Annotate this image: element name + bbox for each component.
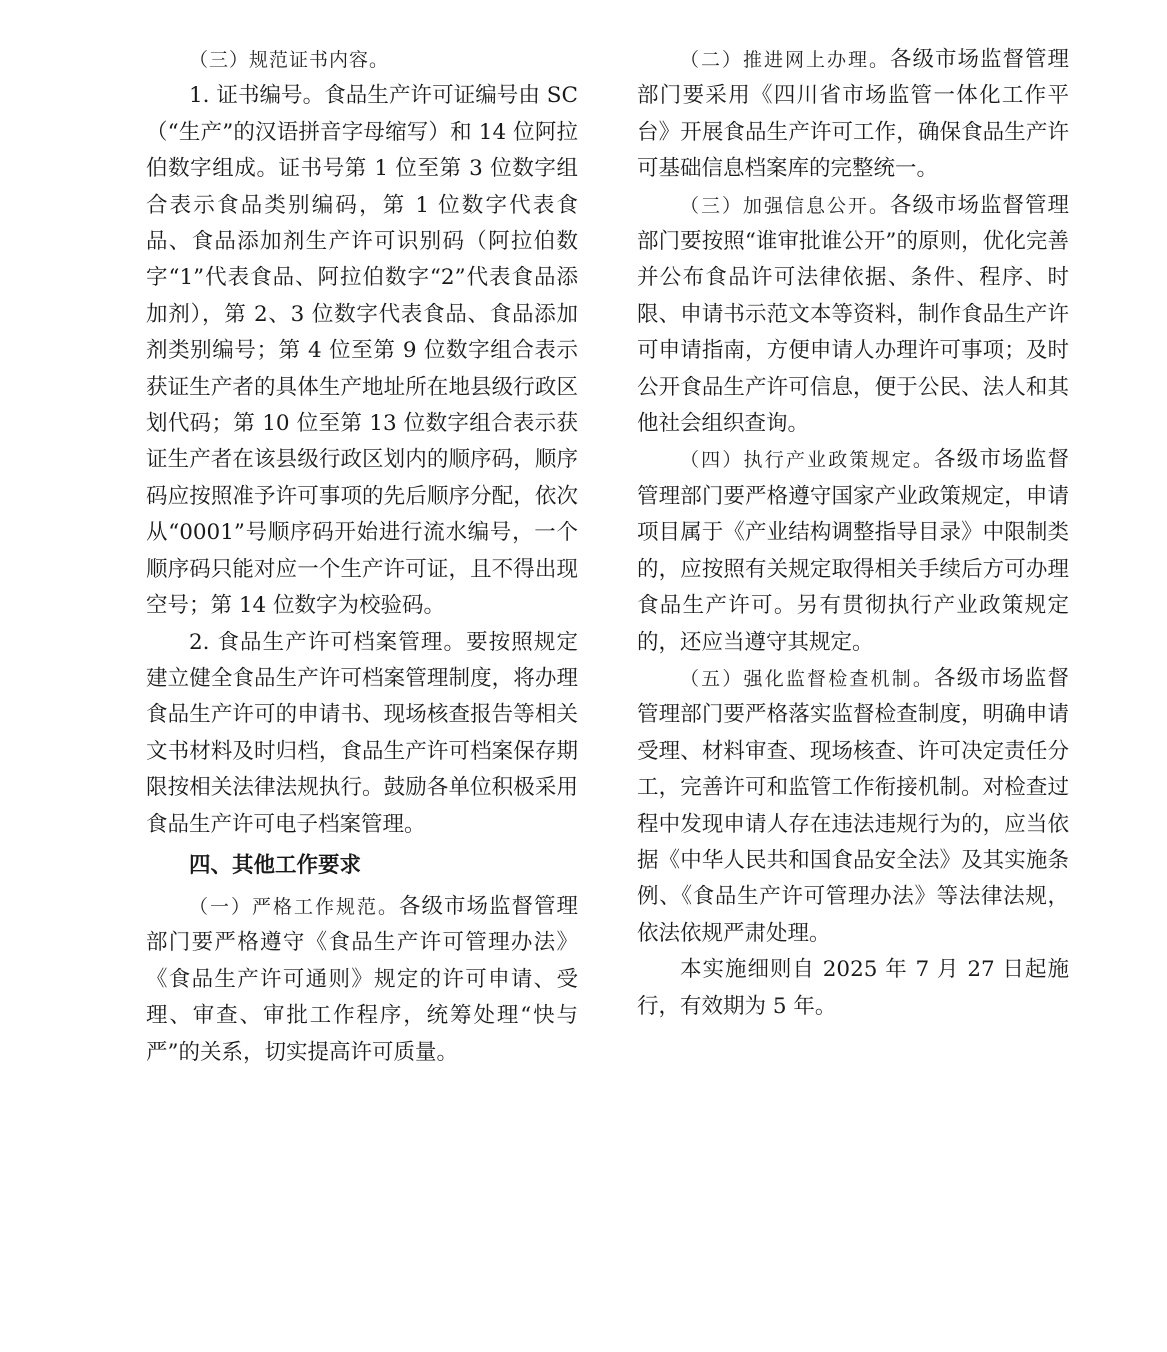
subsection-heading: （四）执行产业政策规定。 [680,449,935,472]
paragraph-certificate-number: 1. 证书编号。食品生产许可证编号由 SC（“生产”的汉语拼音字母缩写）和 14 位阿拉伯数字组成。证书号第 1 位至第 3 位数字组合表示食品类别编码，第 1 位数字代表食品、食品添加剂生产许可识别码（阿拉伯数字“1”代表食品、阿拉伯数字“2”代表食品添加剂），第 2、3 位数字代表食品、食品添加剂类别编号；第 4 位至第 9 位数字组合表示获证生产者的具体生产地址所在地县级行政区划代码；第 10 位至第 13 位数字组合表示获证生产者在该县级行政区划内的顺序码，顺序码应按照准予许可事项的先后顺序分配，依次从“0001”号顺序码开始进行流水编号，一个顺序码只能对应一个生产许可证，且不得出现空号；第 14 位数字为校验码。 [146,83,578,619]
section-heading-other-requirements: 四、其他工作要求 [189,852,362,878]
subsection-heading: （二）推进网上办理。 [680,49,890,71]
paragraph-archive-management: 2. 食品生产许可档案管理。要按照规定建立健全食品生产许可档案管理制度，将办理食品生产许可的申请书、现场核查报告等相关文书材料及时归档，食品生产许可档案保存期限按相关法律法规执行。鼓励各单位积极采用食品生产许可电子档案管理。 [146,629,578,837]
subsection-title-standardize-certificate [146,42,578,78]
paragraph-body: 各级市场监督管理部门要按照“谁审批谁公开”的原则，优化完善并公布食品许可法律依据、条件、程序、时限、申请书示范文本等资料，制作食品生产许可申请指南，方便申请人办理许可事项；及时公开食品生产许可信息，便于公民、法人和其他社会组织查询。 [637,192,1069,437]
subsection-heading: （三）加强信息公开。 [680,194,890,217]
subsection-heading: （五）强化监督检查机制。 [680,667,935,690]
paragraph-body: 各级市场监督管理部门要严格遵守国家产业政策规定，申请项目属于《产业结构调整指导目录》中限制类的，应按照有关规定取得相关手续后方可办理食品生产许可。另有贯彻执行产业政策规定的，还应当遵守其规定。 [637,447,1069,655]
left-column [146,42,578,1071]
paragraph-effective-date: 本实施细则自 2025 年 7 月 27 日起施行，有效期为 5 年。 [637,957,1069,1019]
paragraph-industrial-policy [637,442,1069,660]
subsection-heading: （三）规范证书内容。 [189,49,390,71]
paragraph-information-disclosure [637,188,1069,443]
subsection-heading: （一）严格工作规范。 [189,895,399,918]
paragraph-strict-work-norms [146,889,578,1071]
paragraph-supervision-inspection [637,661,1069,952]
paragraph-body: 各级市场监督管理部门要严格落实监督检查制度，明确申请受理、材料审查、现场核查、许可决定责任分工，完善许可和监管工作衔接机制。对检查过程中发现申请人存在违法违规行为的，应当依据《中华人民共和国食品安全法》及其实施条例、《食品生产许可管理办法》等法律法规，依法依规严肃处理。 [637,665,1069,946]
paragraph-body: 各级市场监督管理部门要严格遵守《食品生产许可管理办法》《食品生产许可通则》规定的许可申请、受理、审查、审批工作程序，统筹处理“快与严”的关系，切实提高许可质量。 [146,893,578,1065]
paragraph-body: 各级市场监督管理部门要采用《四川省市场监管一体化工作平台》开展食品生产许可工作，确保食品生产许可基础信息档案库的完整统一。 [637,47,1069,182]
right-column [637,42,1069,1025]
paragraph-online-processing [637,42,1069,188]
